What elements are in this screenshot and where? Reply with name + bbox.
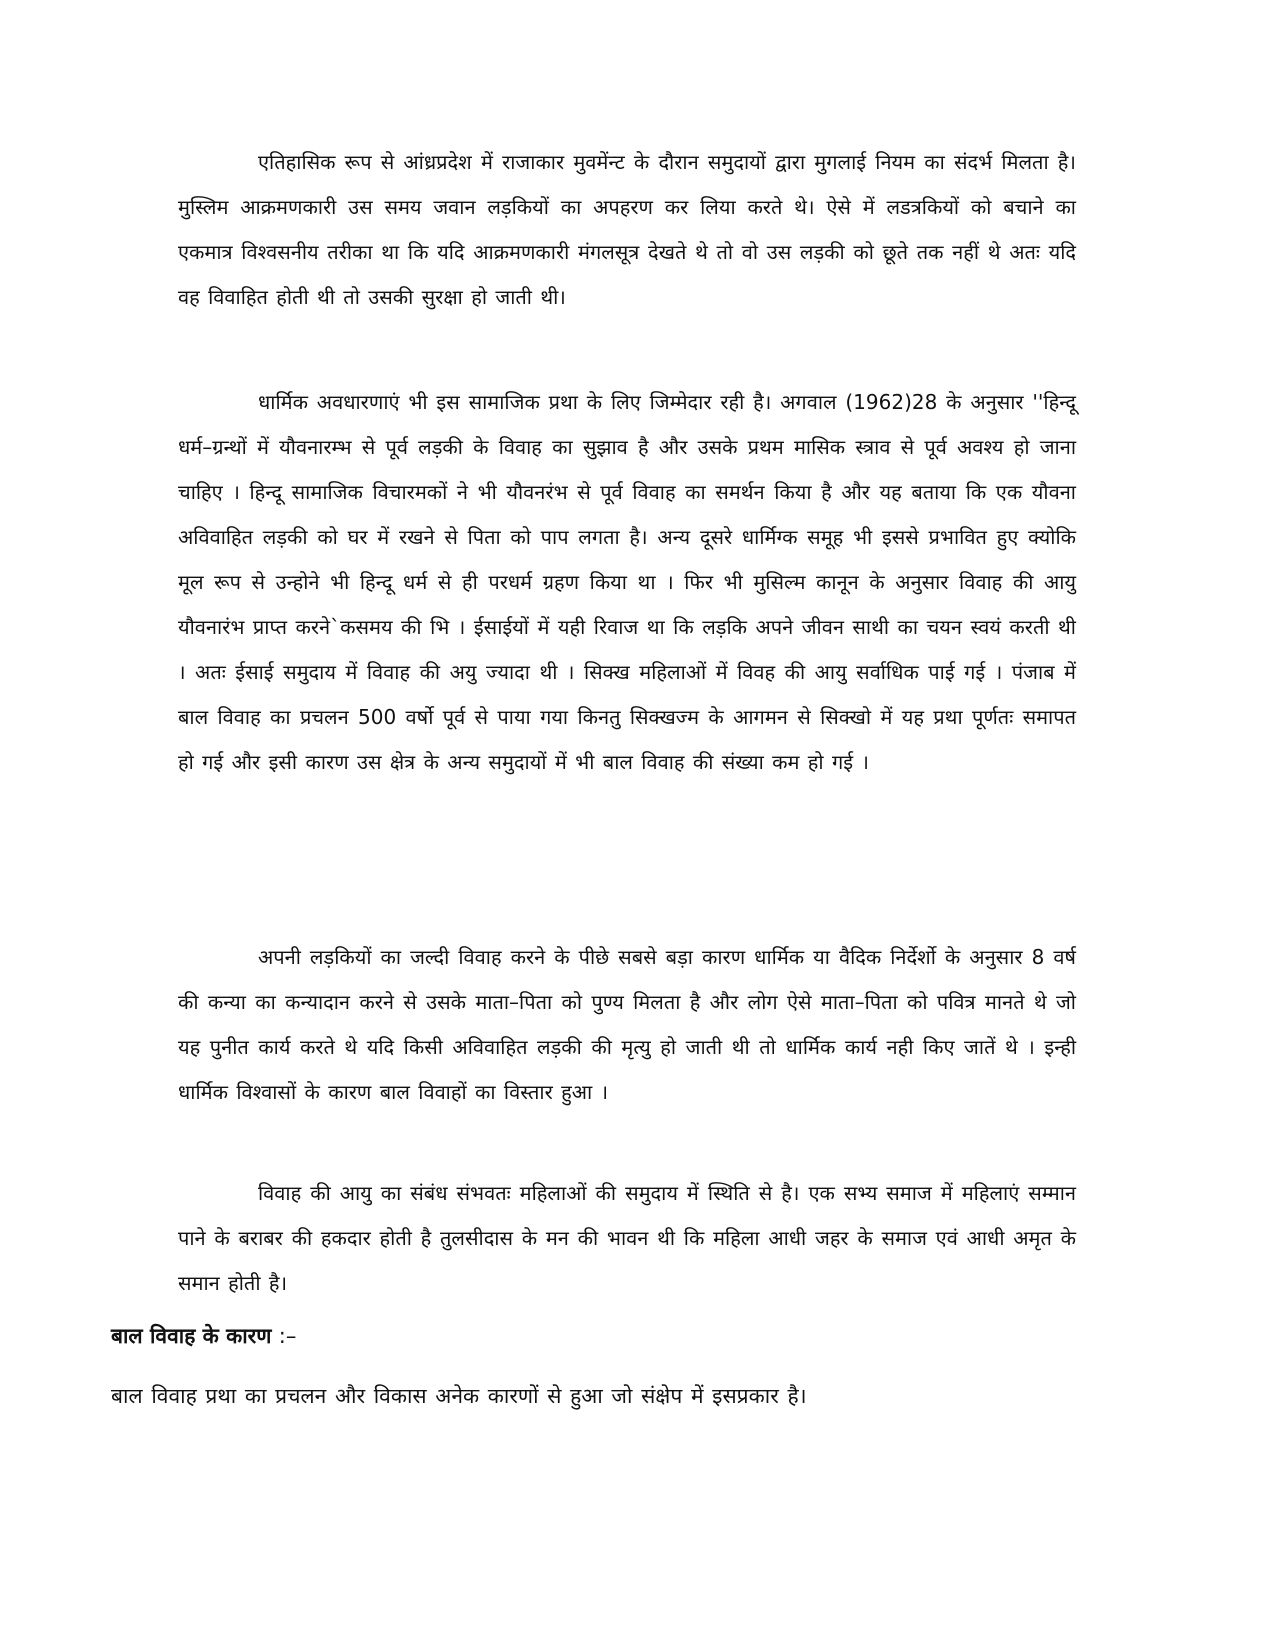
paragraph-marriage-age-status: विवाह की आयु का संबंध संभवतः महिलाओं की समुदाय में स्थिति से है। एक सभ्य समाज में महिलाएं सम्मान पाने के बराबर की हकदार होती है तुलसीदास के मन की भावन थी कि महिला आधी जहर के समाज एवं आधी अमृत के समान होती है। [178,1181,1076,1295]
paragraph-early-marriage-reason: अपनी लड़कियों का जल्दी विवाह करने के पीछे सबसे बड़ा कारण धार्मिक या वैदिक निर्देर्शो के अनुसार 8 वर्ष की कन्या का कन्यादान करने से उसके माता–पिता को पुण्य मिलता है और लोग ऐसे माता–पिता को पवित्र मानते थे जो यह पुनीत कार्य करते थे यदि किसी अविवाहित लड़की की मृत्यु हो जाती थी तो धार्मिक कार्य नही किए जातें थे । इन्ही धार्मिक विश्वासों के कारण बाल विवाहों का विस्तार हुआ । [178,945,1076,1104]
paragraph-religious-concepts: धार्मिक अवधारणाएं भी इस सामाजिक प्रथा के लिए जिम्मेदार रही है। अगवाल (1962)28 के अनुसार ''हिन्दू धर्म–ग्रन्थों में यौवनारम्भ से पूर्व लड़की के विवाह का सुझाव है और उसके प्रथम मासिक स्त्राव से पूर्व अवश्य हो जाना चाहिए । हिन्दू सामाजिक विचारमकों ने भी यौवनरंभ से पूर्व विवाह का समर्थन किया है और यह बताया कि एक यौवना अविवाहित लड़की को घर में रखने से पिता को पाप लगता है। अन्य दूसरे धार्मिग्क समूह भी इससे प्रभावित हुए क्योकि मूल रूप से उन्होने भी हिन्दू धर्म से ही परधर्म ग्रहण किया था । फिर भी मुसिल्म कानून के अनुसार विवाह की आयु यौवनारंभ प्राप्त करने`कसमय की भि । ईसाईयों में यही रिवाज था कि लड़कि अपने जीवन साथी का चयन स्वयं करती थी । अतः ईसाई समुदाय में विवाह की अयु ज्यादा थी । सिक्ख महिलाओं में विवह की आयु सर्वाधिक पाई गई । पंजाब में बाल विवाह का प्रचलन 500 वर्षो पूर्व से पाया गया किनतु सिक्खज्म के आगमन से सिक्खो में यह प्रथा पूर्णतः समापत हो गई और इसी कारण उस क्षेत्र के अन्य समुदायों में भी बाल विवाह की संख्या कम हो गई । [178,390,1076,774]
section-heading-text: बाल विवाह के कारण [111,1324,272,1348]
section-intro-line: बाल विवाह प्रथा का प्रचलन और विकास अनेक कारणों से हुआ जो संक्षेप में इसप्रकार है। [111,1384,807,1408]
section-heading-separator: :– [278,1324,297,1348]
section-heading [111,1318,296,1354]
paragraph-historical-context: एतिहासिक रूप से आंध्रप्रदेश में राजाकार मुवमेंन्ट के दौरान समुदायों द्वारा मुगलाई नियम का संदर्भ मिलता है। मुस्लिम आक्रमणकारी उस समय जवान लड़कियों का अपहरण कर लिया करते थे। ऐसे में लडत्रकियों को बचाने का एकमात्र विश्वसनीय तरीका था कि यदि आक्रमणकारी मंगलसूत्र देखते थे तो वो उस लड़की को छूते तक नहीं थे अतः यदि वह विवाहित होती थी तो उसकी सुरक्षा हो जाती थी। [178,150,1076,309]
